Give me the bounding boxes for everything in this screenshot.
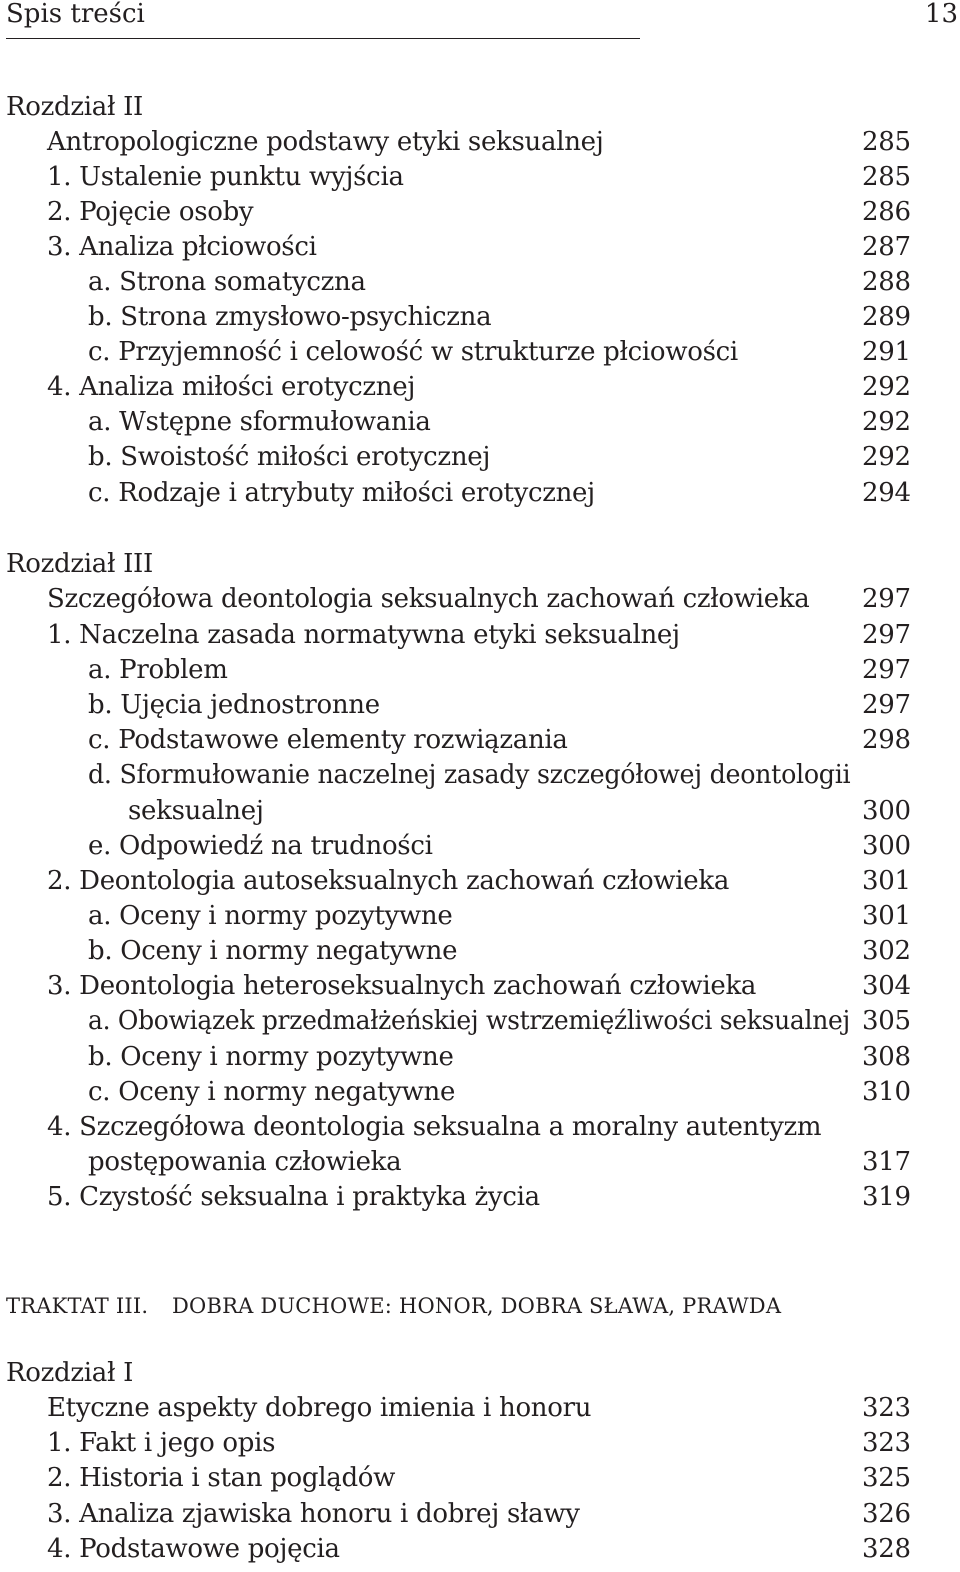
toc-line — [0, 1356, 960, 1391]
toc-entry-text: 3. Analiza zjawiska honoru i dobrej sławy — [47, 1499, 580, 1529]
toc-entry-text: 5. Czystość seksualna i praktyka życia — [47, 1182, 540, 1212]
toc-entry-page: 323 — [862, 1428, 911, 1458]
toc-line — [0, 265, 960, 300]
toc-entry-text: 3. Analiza płciowości — [47, 232, 317, 262]
toc-entry-page: 302 — [862, 936, 911, 966]
toc-entry-page: 326 — [862, 1499, 911, 1529]
toc-entry-text: 1. Ustalenie punktu wyjścia — [47, 162, 404, 192]
toc-line — [0, 758, 960, 793]
toc-entry-text: 1. Naczelna zasada normatywna etyki seksualnej — [47, 620, 680, 650]
toc-entry-text: b. Swoistość miłości erotycznej — [88, 442, 491, 472]
treatise-title: DOBRA DUCHOWE: HONOR, DOBRA SŁAWA, PRAWDA — [172, 1294, 782, 1318]
toc-entry-text: Rozdział II — [6, 92, 144, 122]
toc-line — [0, 1461, 960, 1496]
toc-entry-page: 304 — [862, 971, 911, 1001]
toc-entry-text: b. Oceny i normy pozytywne — [88, 1042, 454, 1072]
toc-entry-page: 285 — [862, 127, 911, 157]
toc-entry-text: 1. Fakt i jego opis — [47, 1428, 276, 1458]
toc-entry-text: 3. Deontologia heteroseksualnych zachowań człowieka — [47, 971, 757, 1001]
toc-line — [0, 934, 960, 969]
toc-entry-text: c. Przyjemność i celowość w strukturze płciowości — [88, 337, 738, 367]
toc-entry-text: b. Oceny i normy negatywne — [88, 936, 458, 966]
toc-entry-text: a. Strona somatyczna — [88, 267, 366, 297]
toc-line — [0, 335, 960, 370]
toc-entry-text: 4. Analiza miłości erotycznej — [47, 372, 416, 402]
toc-entry-text: postępowania człowieka — [88, 1147, 402, 1177]
toc-entry-page: 297 — [862, 584, 911, 614]
toc-entry-text: Rozdział III — [6, 549, 153, 579]
toc-entry-text: c. Rodzaje i atrybuty miłości erotycznej — [88, 478, 595, 508]
toc-line — [0, 582, 960, 617]
toc-entry-text: a. Obowiązek przedmałżeńskiej wstrzemięźliwości seksualnej — [88, 1006, 850, 1036]
toc-line — [0, 1040, 960, 1075]
toc-entry-text: b. Ujęcia jednostronne — [88, 690, 380, 720]
toc-line — [0, 864, 960, 899]
toc-entry-page: 317 — [862, 1147, 911, 1177]
toc-entry-text: 4. Szczegółowa deontologia seksualna a moralny autentyzm — [47, 1112, 822, 1142]
treatise-label: TRAKTAT III. — [6, 1294, 149, 1318]
toc-entry-page: 305 — [862, 1006, 911, 1036]
toc-entry-page: 300 — [862, 796, 911, 826]
toc-entry-page: 292 — [862, 407, 911, 437]
running-title: Spis treści — [6, 0, 145, 29]
toc-line — [0, 125, 960, 160]
toc-entry-page: 301 — [862, 866, 911, 896]
toc-entry-text: Etyczne aspekty dobrego imienia i honoru — [47, 1393, 592, 1423]
treatise-heading — [0, 1289, 960, 1324]
toc-line — [0, 1497, 960, 1532]
toc-entry-page: 292 — [862, 442, 911, 472]
toc-line — [0, 723, 960, 758]
toc-entry-page: 319 — [862, 1182, 911, 1212]
toc-line — [0, 899, 960, 934]
toc-entry-page: 297 — [862, 655, 911, 685]
toc-line — [0, 370, 960, 405]
toc-line — [0, 1426, 960, 1461]
toc-entry-page: 287 — [862, 232, 911, 262]
toc-entry-text: Szczegółowa deontologia seksualnych zachowań człowieka — [47, 584, 810, 614]
toc-line — [0, 476, 960, 511]
toc-entry-text: 2. Deontologia autoseksualnych zachowań człowieka — [47, 866, 730, 896]
toc-entry-text: b. Strona zmysłowo-psychiczna — [88, 302, 492, 332]
toc-entry-text: a. Oceny i normy pozytywne — [88, 901, 453, 931]
toc-entry-page: 310 — [862, 1077, 911, 1107]
toc-line — [0, 405, 960, 440]
toc-line — [0, 829, 960, 864]
toc-entry-page: 325 — [862, 1463, 911, 1493]
toc-entry-text: 2. Pojęcie osoby — [47, 197, 254, 227]
toc-entry-page: 294 — [862, 478, 911, 508]
toc-entry-page: 285 — [862, 162, 911, 192]
toc-entry-page: 289 — [862, 302, 911, 332]
toc-entry-text: a. Problem — [88, 655, 228, 685]
toc-entry-page: 291 — [862, 337, 911, 367]
toc-line — [0, 688, 960, 723]
toc-line — [0, 794, 960, 829]
toc-entry-text: d. Sformułowanie naczelnej zasady szczegółowej deontologii — [88, 760, 851, 790]
toc-entry-text: Antropologiczne podstawy etyki seksualnej — [47, 127, 604, 157]
toc-entry-text: e. Odpowiedź na trudności — [88, 831, 433, 861]
toc-line — [0, 969, 960, 1004]
toc-line — [0, 440, 960, 475]
toc-entry-page: 300 — [862, 831, 911, 861]
toc-entry-text: a. Wstępne sformułowania — [88, 407, 431, 437]
toc-entry-text: Rozdział I — [6, 1358, 134, 1388]
toc-line — [0, 1004, 960, 1039]
page-number: 13 — [924, 0, 958, 29]
toc-line — [0, 1532, 960, 1567]
toc-line — [0, 1391, 960, 1426]
toc-entry-page: 308 — [862, 1042, 911, 1072]
toc-entry-page: 297 — [862, 620, 911, 650]
toc-entry-text: seksualnej — [128, 796, 264, 826]
toc-entry-text: 2. Historia i stan poglądów — [47, 1463, 396, 1493]
toc-entry-page: 328 — [862, 1534, 911, 1564]
toc-line — [0, 300, 960, 335]
toc-entry-page: 292 — [862, 372, 911, 402]
toc-line — [0, 90, 960, 125]
toc-entry-page: 297 — [862, 690, 911, 720]
toc-entry-page: 323 — [862, 1393, 911, 1423]
toc-line — [0, 653, 960, 688]
toc-line — [0, 547, 960, 582]
toc-entry-page: 298 — [862, 725, 911, 755]
toc-line — [0, 195, 960, 230]
toc-entry-page: 288 — [862, 267, 911, 297]
toc-line — [0, 1075, 960, 1110]
toc-line — [0, 618, 960, 653]
toc-entry-text: c. Podstawowe elementy rozwiązania — [88, 725, 568, 755]
toc-line — [0, 160, 960, 195]
toc-entry-text: 4. Podstawowe pojęcia — [47, 1534, 340, 1564]
toc-line — [0, 1180, 960, 1215]
toc-entry-page: 286 — [862, 197, 911, 227]
toc-entry-text: c. Oceny i normy negatywne — [88, 1077, 456, 1107]
toc-entry-page: 301 — [862, 901, 911, 931]
toc-line — [0, 1110, 960, 1145]
toc-line — [0, 1145, 960, 1180]
toc-line — [0, 230, 960, 265]
